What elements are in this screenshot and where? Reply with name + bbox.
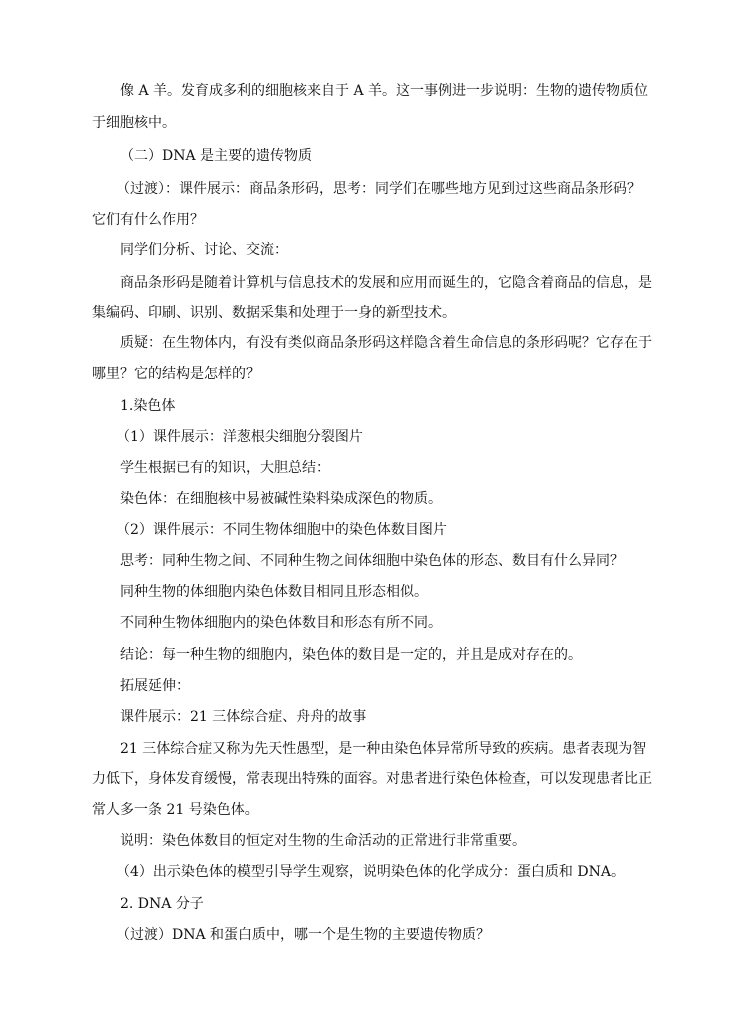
text-line: 不同种生物体细胞内的染色体数目和形态有所不同。 [120, 615, 442, 631]
text-line: 染色体：在细胞核中易被碱性染料染成深色的物质。 [120, 491, 442, 507]
text-line: 像 A 羊。发育成多利的细胞核来自于 A 羊。这一事例进一步说明：生物的遗传物质位 [120, 83, 649, 99]
text-line: 质疑：在生物体内，有没有类似商品条形码这样隐含着生命信息的条形码呢？它存在于 [120, 335, 652, 351]
subsection-heading: 1.染色体 [120, 398, 176, 414]
text-line: 常人多一条 21 号染色体。 [92, 802, 259, 818]
text-line: 哪里？它的结构是怎样的？ [92, 366, 260, 382]
text-line: 力低下，身体发育缓慢，常表现出特殊的面容。对患者进行染色体检查，可以发现患者比正 [92, 771, 652, 787]
text-line: 同学们分析、讨论、交流： [120, 242, 288, 258]
text-line: 学生根据已有的知识，大胆总结： [120, 460, 330, 476]
text-line: 拓展延伸： [120, 678, 190, 694]
text-line: 结论：每一种生物的细胞内，染色体的数目是一定的，并且是成对存在的。 [120, 647, 582, 663]
subsection-heading: 2. DNA 分子 [120, 896, 204, 912]
text-line: 它们有什么作用？ [92, 212, 204, 228]
text-line: 商品条形码是随着计算机与信息技术的发展和应用而诞生的，它隐含着商品的信息，是 [120, 275, 652, 291]
text-line: （2）课件展示：不同生物体细胞中的染色体数目图片 [116, 522, 447, 538]
section-heading: （二）DNA 是主要的遗传物质 [120, 148, 313, 164]
text-line: （过渡）DNA 和蛋白质中，哪一个是生物的主要遗传物质？ [116, 927, 491, 943]
text-line: 同种生物的体细胞内染色体数目相同且形态相似。 [120, 584, 428, 600]
text-line: 于细胞核中。 [92, 115, 176, 131]
text-line: 课件展示：21 三体综合症、舟舟的故事 [120, 709, 367, 725]
text-line: 思考：同种生物之间、不同种生物之间体细胞中染色体的形态、数目有什么异同？ [120, 553, 624, 569]
text-line: （过渡）：课件展示：商品条形码，思考：同学们在哪些地方见到过这些商品条形码？ [116, 181, 641, 197]
text-line: （1）课件展示：洋葱根尖细胞分裂图片 [116, 429, 363, 445]
text-line: 21 三体综合症又称为先天性愚型，是一种由染色体异常所导致的疾病。患者表现为智 [120, 741, 647, 757]
text-line: 集编码、印刷、识别、数据采集和处理于一身的新型技术。 [92, 305, 456, 321]
text-line: 说明：染色体数目的恒定对生物的生命活动的正常进行非常重要。 [120, 833, 526, 849]
text-line: （4）出示染色体的模型引导学生观察，说明染色体的化学成分：蛋白质和 DNA。 [116, 864, 625, 880]
